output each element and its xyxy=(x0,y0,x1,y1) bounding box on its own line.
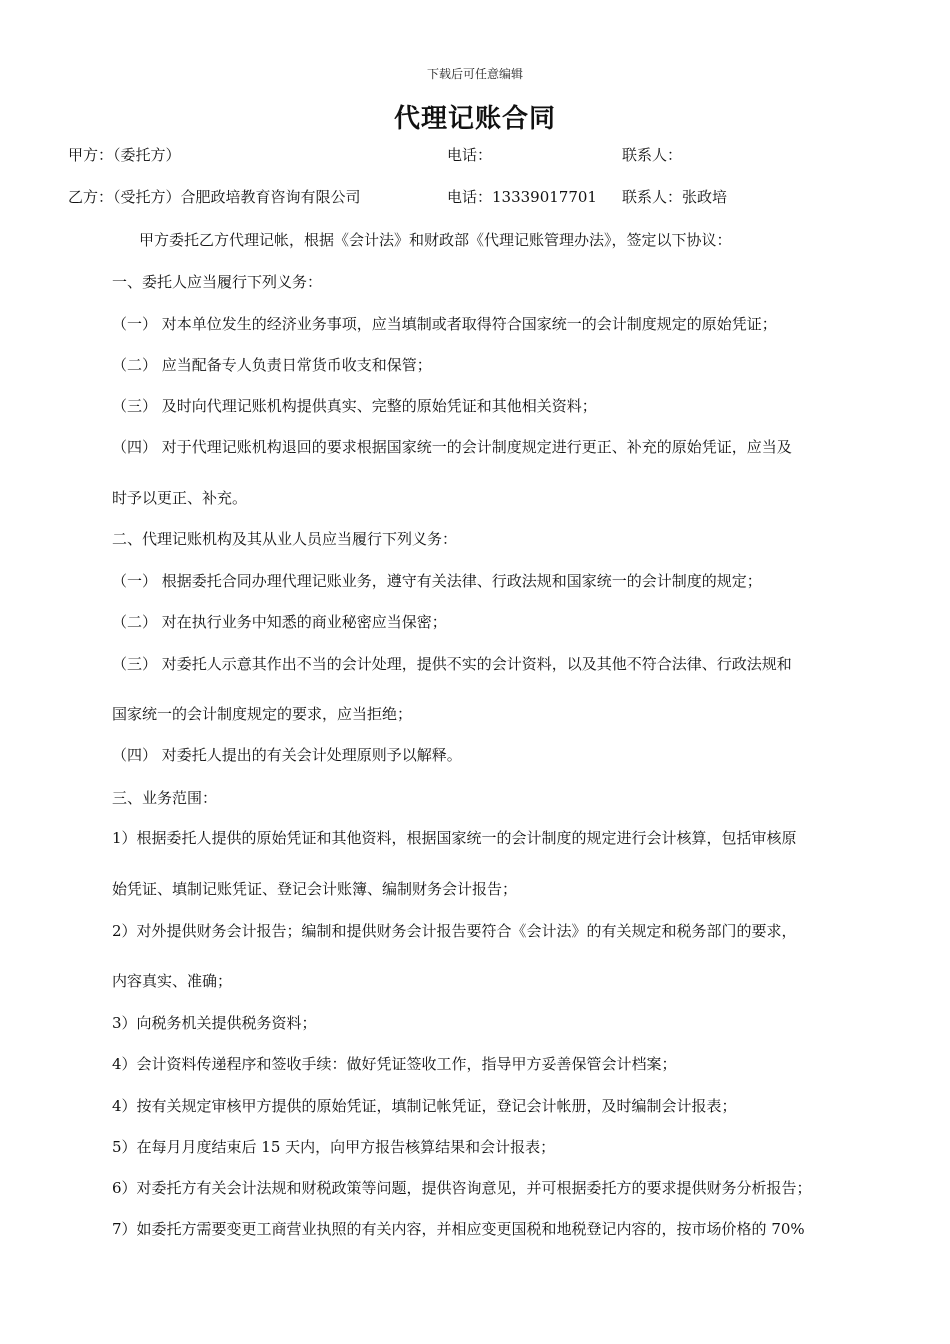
section-3-item: 3）向税务机关提供税务资料； xyxy=(112,1014,317,1032)
section-1-item: （二） 应当配备专人负责日常货币收支和保管； xyxy=(112,356,432,374)
section-2-item-continued: 国家统一的会计制度规定的要求，应当拒绝； xyxy=(112,705,413,723)
header-note: 下载后可任意编辑 xyxy=(426,67,523,81)
section-3-item: 4）按有关规定审核甲方提供的原始凭证，填制记帐凭证，登记会计帐册，及时编制会计报表； xyxy=(112,1097,737,1115)
section-1-heading: 一、委托人应当履行下列义务： xyxy=(112,273,323,291)
section-1-item: （四） 对于代理记账机构退回的要求根据国家统一的会计制度规定进行更正、补充的原始凭证，应当及 xyxy=(112,438,792,456)
party-a-label: 甲方：（委托方） xyxy=(68,146,181,164)
section-3-item-continued: 内容真实、准确； xyxy=(112,972,233,990)
section-3-item: 6）对委托方有关会计法规和财税政策等问题，提供咨询意见，并可根据委托方的要求提供财务分析报告； xyxy=(112,1179,812,1197)
section-2-item: （三） 对委托人示意其作出不当的会计处理，提供不实的会计资料，以及其他不符合法律、行政法规和 xyxy=(112,655,792,673)
section-1-item: （三） 及时向代理记账机构提供真实、完整的原始凭证和其他相关资料； xyxy=(112,397,597,415)
party-a-phone: 电话： xyxy=(447,146,493,164)
section-2-heading: 二、代理记账机构及其从业人员应当履行下列义务： xyxy=(112,530,458,548)
section-2-item: （四） 对委托人提出的有关会计处理原则予以解释。 xyxy=(112,746,462,764)
section-3-item: 1）根据委托人提供的原始凭证和其他资料，根据国家统一的会计制度的规定进行会计核算，包括审核原 xyxy=(112,829,797,847)
section-3-item: 4）会计资料传递程序和签收手续：做好凭证签收工作，指导甲方妥善保管会计档案； xyxy=(112,1055,677,1073)
section-1-item-continued: 时予以更正、补充。 xyxy=(112,489,248,507)
document-title: 代理记账合同 xyxy=(393,104,556,134)
party-a-contact: 联系人： xyxy=(622,146,683,164)
section-3-item: 2）对外提供财务会计报告；编制和提供财务会计报告要符合《会计法》的有关规定和税务部门的要求， xyxy=(112,922,797,940)
party-b-phone: 电话：13339017701 xyxy=(447,188,597,206)
section-3-heading: 三、业务范围： xyxy=(112,789,218,807)
section-2-item: （二） 对在执行业务中知悉的商业秘密应当保密； xyxy=(112,613,447,631)
intro-paragraph: 甲方委托乙方代理记帐，根据《会计法》和财政部《代理记账管理办法》，签定以下协议： xyxy=(139,231,732,249)
section-3-item: 5）在每月月度结束后 15 天内，向甲方报告核算结果和会计报表； xyxy=(112,1138,556,1156)
section-3-item: 7）如委托方需要变更工商营业执照的有关内容，并相应变更国税和地税登记内容的，按市场价格的 70% xyxy=(112,1220,805,1238)
section-3-item-continued: 始凭证、填制记账凭证、登记会计账簿、编制财务会计报告； xyxy=(112,880,518,898)
section-2-item: （一） 根据委托合同办理代理记账业务，遵守有关法律、行政法规和国家统一的会计制度的规定； xyxy=(112,572,762,590)
party-b-label: 乙方：（受托方）合肥政培教育咨询有限公司 xyxy=(68,188,361,206)
section-1-item: （一） 对本单位发生的经济业务事项，应当填制或者取得符合国家统一的会计制度规定的原始凭证； xyxy=(112,315,777,333)
party-b-contact: 联系人：张政培 xyxy=(622,188,728,206)
